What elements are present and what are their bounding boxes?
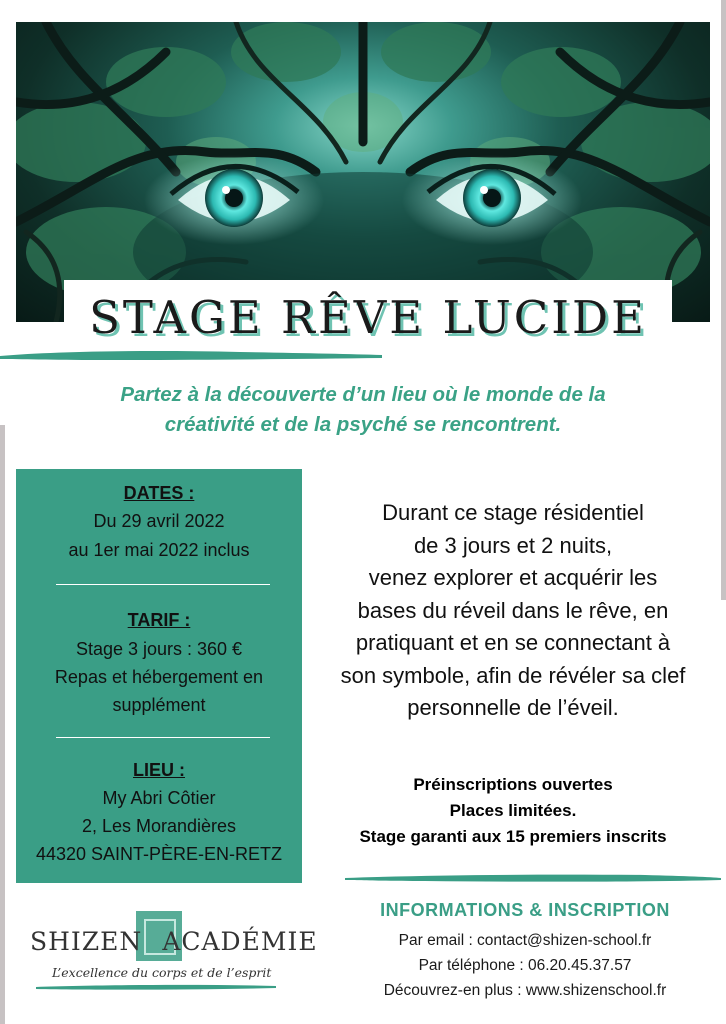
- lieu-heading: LIEU :: [133, 760, 185, 780]
- description-line: Durant ce stage résidentiel: [382, 500, 644, 525]
- description-line: personnelle de l’éveil.: [407, 695, 619, 720]
- stage-description: [308, 497, 718, 725]
- logo-wordmark: [30, 927, 318, 956]
- divider-line: [56, 584, 270, 585]
- lieu-line-3: 44320 SAINT-PÈRE-EN-RETZ: [35, 844, 283, 864]
- logo-text-right: ACADÉMIE: [162, 927, 318, 956]
- hero-forest-eyes-image: [16, 22, 710, 322]
- page-edge-right: [721, 0, 726, 600]
- brush-stroke-divider: [345, 872, 721, 884]
- description-line: bases du réveil dans le rêve, en: [357, 597, 669, 623]
- subtitle: [40, 380, 686, 440]
- contact-title: INFORMATIONS & INSCRIPTION: [380, 900, 670, 920]
- page-title: STAGE RÊVE LUCIDE: [89, 291, 647, 344]
- lieu-line-1: My Abri Côtier: [102, 788, 216, 808]
- divider-line: [56, 737, 270, 738]
- tarif-heading: TARIF :: [127, 610, 191, 630]
- description-line: de 3 jours et 2 nuits,: [413, 532, 613, 558]
- tarif-line-3: supplément: [112, 695, 206, 715]
- notice-line-1: Préinscriptions ouvertes: [413, 775, 613, 794]
- tarif-line-1: Stage 3 jours : 360 €: [75, 639, 243, 659]
- subtitle-line-2: créativité et de la psyché se rencontrent.: [164, 413, 562, 436]
- tarif-line-2: Repas et hébergement en: [54, 667, 264, 687]
- contact-website[interactable]: Découvrez-en plus : www.shizenschool.fr: [383, 982, 667, 999]
- description-line: venez explorer et acquérir les: [368, 565, 658, 590]
- logo-text-left: SHIZEN: [30, 927, 143, 956]
- description-line: son symbole, afin de révéler sa clef: [340, 662, 686, 688]
- contact-phone[interactable]: Par téléphone : 06.20.45.37.57: [418, 957, 632, 974]
- subtitle-line-1: Partez à la découverte d’un lieu où le monde de la: [120, 383, 606, 406]
- shizen-academie-logo: [22, 905, 318, 1010]
- logo-brush-stroke: [36, 983, 276, 991]
- logo-tagline: L’excellence du corps et de l’esprit: [52, 965, 272, 980]
- forest-illustration: [16, 22, 710, 322]
- page-edge-left: [0, 425, 5, 1024]
- brush-stroke-divider: [0, 348, 382, 362]
- contact-email[interactable]: Par email : contact@shizen-school.fr: [398, 932, 652, 949]
- description-line: pratiquant et en se connectant à: [355, 630, 671, 655]
- dates-heading: DATES :: [123, 483, 195, 503]
- info-panel: [16, 469, 302, 883]
- dates-line-2: au 1er mai 2022 inclus: [68, 540, 250, 560]
- dates-line-1: Du 29 avril 2022: [93, 511, 225, 531]
- notice-line-2: Places limitées.: [449, 801, 577, 820]
- notice-line-3: Stage garanti aux 15 premiers inscrits: [359, 827, 667, 846]
- lieu-line-2: 2, Les Morandières: [81, 816, 237, 836]
- registration-notice: [308, 772, 718, 850]
